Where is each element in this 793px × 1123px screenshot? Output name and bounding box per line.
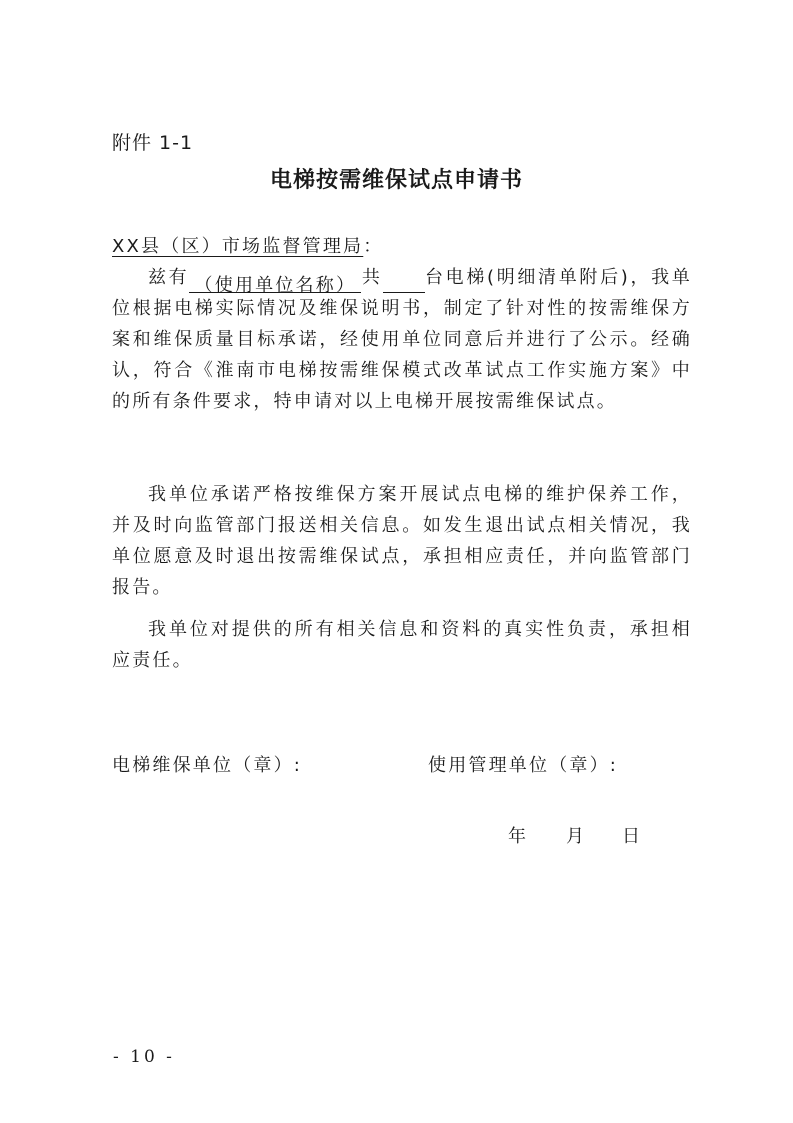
paragraph-responsibility (112, 614, 692, 676)
elevator-count-blank (383, 270, 425, 293)
para3-text: 我单位对提供的所有相关信息和资料的真实性负责，承担相应责任。 (112, 619, 692, 671)
paragraph-commitment (112, 479, 692, 603)
attachment-label: 附件 1-1 (112, 132, 194, 154)
date-month: 月 (566, 826, 584, 847)
signature-management-unit: 使用管理单位（章）: (428, 755, 619, 776)
date-line (508, 822, 640, 848)
signature-maintenance-unit: 电梯维保单位（章）: (112, 755, 303, 776)
addressee-line (112, 231, 692, 262)
para1-mid: 共 (361, 267, 383, 288)
para2-text: 我单位承诺严格按维保方案开展试点电梯的维护保养工作，并及时向监管部门报送相关信息。如发生退出试点相关情况，我单位愿意及时退出按需维保试点，承担相应责任，并向监管部门报告。 (112, 484, 692, 598)
date-year: 年 (508, 826, 526, 847)
para1-prefix: 兹有 (148, 267, 190, 288)
document-title: 电梯按需维保试点申请书 (269, 168, 523, 193)
page-number: - 10 - (113, 1047, 175, 1067)
para1-suffix: 台电梯(明细清单附后)，我单位根据电梯实际情况及维保说明书，制定了针对性的按需维保方案和维保质量目标承诺，经使用单位同意后并进行了公示。经确认，符合《淮南市电梯按需维保模式改革试点工作实施方案》中的所有条件要求，特申请对以上电梯开展按需维保试点。 (112, 267, 693, 412)
addressee: XX县（区）市场监督管理局 (112, 236, 364, 257)
addressee-colon: ： (363, 236, 384, 257)
paragraph-application (112, 262, 692, 417)
unit-name-placeholder: （使用单位名称） (194, 275, 357, 296)
unit-name-blank (189, 270, 361, 296)
date-day: 日 (622, 826, 640, 847)
